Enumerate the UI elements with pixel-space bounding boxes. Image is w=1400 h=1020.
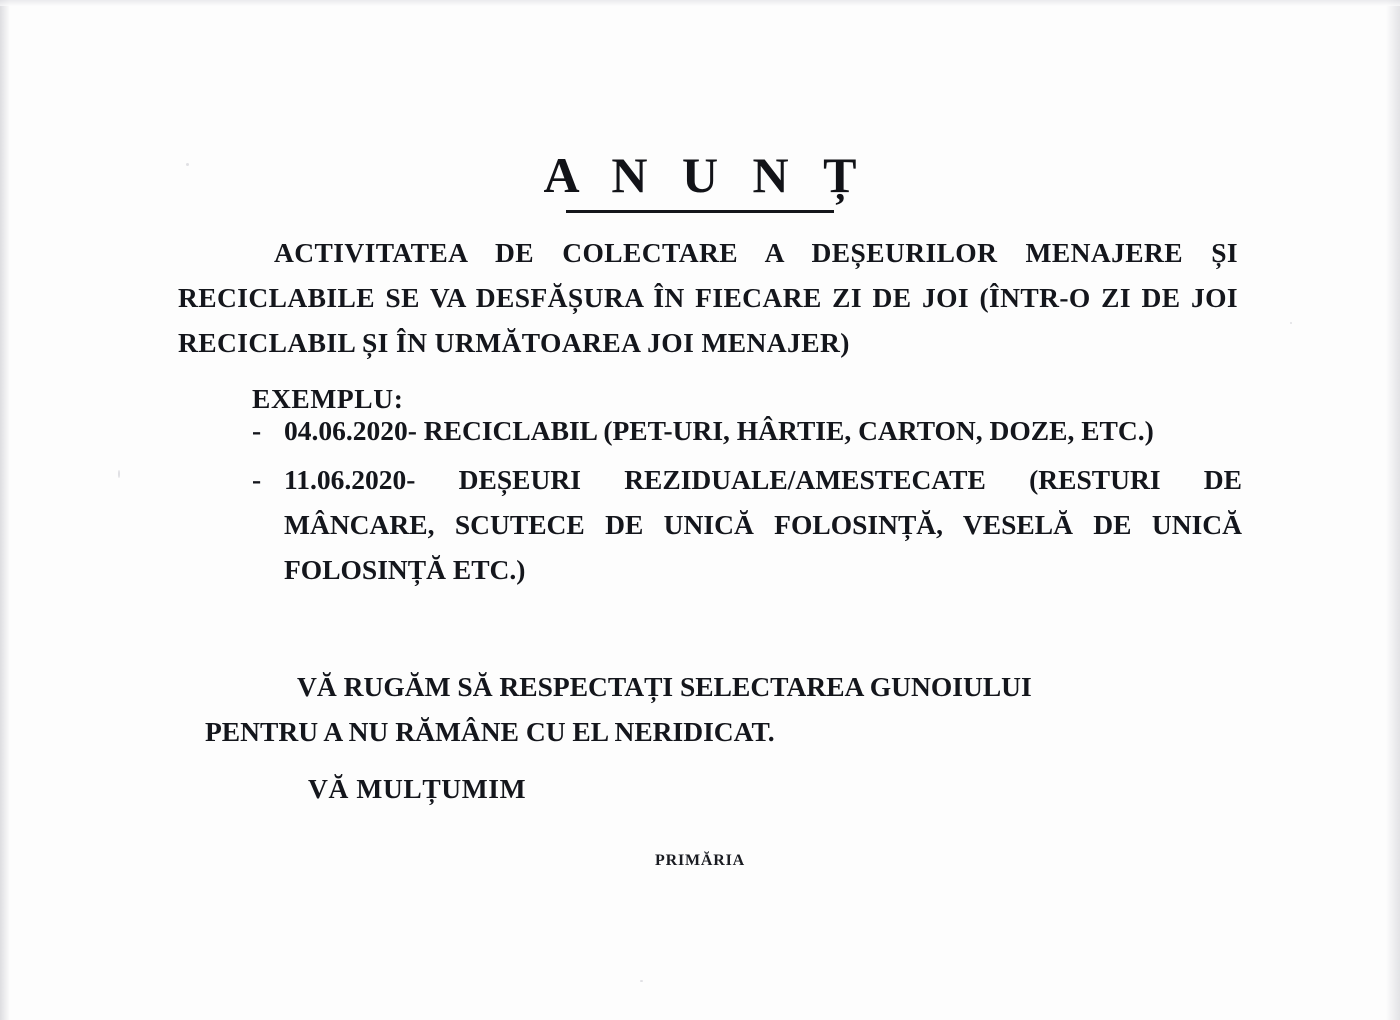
request-line-1: VĂ RUGĂM SĂ RESPECTAȚI SELECTAREA GUNOIULUI [297,670,1032,702]
signature-footer: PRIMĂRIA [655,852,745,869]
bullet-dash: - [252,415,262,446]
list-item [252,408,1242,453]
page-title [0,146,1400,213]
list-item-text: 04.06.2020- RECICLABIL (PET-URI, HÂRTIE, CARTON, DOZE, ETC.) [284,415,1154,446]
request-paragraph [205,664,1231,754]
page-title-text: A N U N Ț [543,146,868,203]
intro-paragraph: ACTIVITATEA DE COLECTARE A DEȘEURILOR MENAJERE ȘI RECICLABILE SE VA DESFĂȘURA ÎN FIECARE ZI DE JOI (ÎNTR-O ZI DE JOI RECICLABIL ȘI ÎN URMĂTOAREA JOI MENAJER) [178,236,1238,358]
request-line-2: PENTRU A NU RĂMÂNE CU EL NERIDICAT. [205,715,775,747]
example-list [252,408,1242,596]
list-item-text: 11.06.2020- DEȘEURI REZIDUALE/AMESTECATE (RESTURI DE MÂNCARE, SCUTECE DE UNICĂ FOLOSINȚĂ, VESELĂ DE UNICĂ FOLOSINȚĂ ETC.) [284,464,1242,585]
example-label: EXEMPLU: [252,382,404,414]
bullet-dash: - [252,464,262,495]
title-underline [566,210,834,213]
list-item [252,457,1242,592]
thanks-paragraph: VĂ MULȚUMIM [308,772,527,804]
